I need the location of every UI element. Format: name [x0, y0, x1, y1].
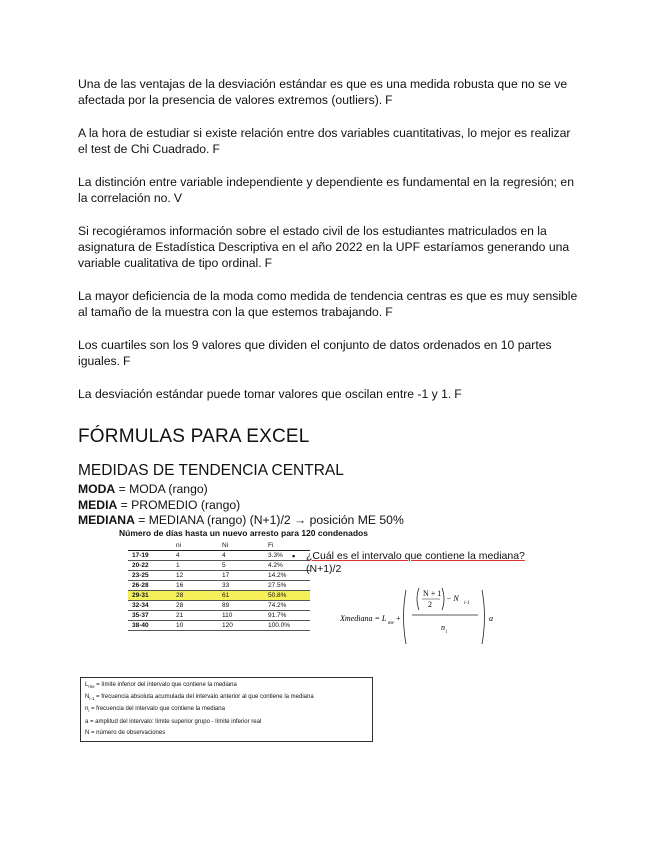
table-row: [128, 601, 310, 611]
table-cell: 61: [218, 591, 264, 601]
formula-minus: − N: [446, 594, 459, 603]
table-cell: 21: [172, 611, 218, 621]
legend-item: $L_{me}$ = límite inferior del intervalo que contiene la mediana: [85, 682, 237, 690]
formula-left-paren: [404, 590, 407, 644]
table-cell: 35-37: [128, 611, 172, 621]
formula-sub-me: me: [388, 621, 394, 626]
table-row: [128, 551, 310, 561]
table-cell: 89: [218, 601, 264, 611]
table-cell: 120: [218, 621, 264, 631]
bullet-icon: ▪: [292, 551, 296, 561]
statement-2: A la hora de estudiar si existe relación entre dos variables cuantitativas, lo mejor es realizar el test de Chi Cuadrado. F: [78, 126, 571, 156]
formula-den: n: [441, 623, 445, 632]
answer-4: F: [264, 256, 273, 270]
legend-item: $N_{i-1}$ = frecuencia absoluta acumulada del intervalo anterior al que contiene la mediana: [85, 694, 314, 702]
formula-sub-i1: i-1: [464, 601, 470, 606]
subsection-title: MEDIDAS DE TENDENCIA CENTRAL: [78, 462, 344, 479]
legend-item: N = número de observaciones: [85, 729, 166, 736]
statement-1: Una de las ventajas de la desviación estándar es que es una medida robusta que no se ve afectada por la presencia de valores extremos (outliers). F: [78, 77, 568, 107]
formula-a: a: [489, 614, 493, 623]
table-cell: 38-40: [128, 621, 172, 631]
answer-7: F: [454, 387, 462, 401]
table-cell: 1: [172, 561, 218, 571]
table-cell: 14.2%: [264, 571, 310, 581]
header-ni: ni: [172, 541, 218, 551]
table-cell: 27.5%: [264, 581, 310, 591]
formula-legend: [80, 677, 373, 742]
median-formula: [340, 582, 500, 652]
table-cell: 33: [218, 581, 264, 591]
legend-item: a = amplitud del intervalo: límite superior grupo - límite inferior real: [85, 718, 262, 725]
answer-1: F: [385, 93, 393, 107]
table-row: [128, 561, 310, 571]
figure-title: Número de días hasta un nuevo arresto para 120 condenados: [119, 528, 368, 538]
table-cell: 4: [218, 551, 264, 561]
table-row: [128, 621, 310, 631]
statement-7: La desviación estándar puede tomar valores que oscilan entre -1 y 1. F: [78, 387, 462, 401]
statement-4: Si recogiéramos información sobre el estado civil de los estudiantes matriculados en la asignatura de Estadística Descriptiva en el año 2022 en la UPF estaríamos generando una variable cualitativa de tipo ordinal. F: [78, 224, 570, 270]
document-body: [78, 76, 578, 529]
table-cell: 32-34: [128, 601, 172, 611]
table-row: [128, 611, 310, 621]
table-row: [128, 581, 310, 591]
table-cell: 17: [218, 571, 264, 581]
answer-6: F: [123, 354, 131, 368]
section-title: FÓRMULAS PARA EXCEL: [78, 426, 310, 447]
answer-5: F: [385, 305, 393, 319]
formula-num-bottom: 2: [428, 600, 432, 609]
table-row: [128, 571, 310, 581]
table-cell: 23-25: [128, 571, 172, 581]
definition-moda: MODA = MODA (rango): [78, 482, 208, 496]
svg-text:+: +: [396, 614, 401, 623]
table-cell: 4.2%: [264, 561, 310, 571]
formula-right-paren: [482, 590, 485, 644]
legend-item: $n_i$ = frecuencia del intervalo que contiene la mediana: [85, 706, 225, 714]
table-cell: 110: [218, 611, 264, 621]
definition-mediana: MEDIANA = MEDIANA (rango) (N+1)/2 → posición ME 50%: [78, 513, 404, 527]
answer-3: V: [173, 191, 182, 205]
table-cell: 17-19: [128, 551, 172, 561]
table-cell: 4: [172, 551, 218, 561]
table-cell: 10: [172, 621, 218, 631]
statement-5: La mayor deficiencia de la moda como medida de tendencia centras es que es muy sensible al tamaño de la muestra con la que estemos trabajando. F: [78, 289, 578, 319]
table-cell: 28: [172, 601, 218, 611]
table-cell: 3.3%: [264, 551, 310, 561]
definition-media: MEDIA = PROMEDIO (rango): [78, 497, 241, 512]
formula-sub-i: i: [446, 630, 448, 635]
median-example-figure: [118, 528, 578, 653]
table-cell: 74.2%: [264, 601, 310, 611]
table-header-row: [128, 541, 310, 551]
median-question: ▪ ¿Cuál es el intervalo que contiene la mediana? (N+1)/2: [292, 550, 525, 575]
table-row: [128, 591, 310, 601]
table-cell: 26-28: [128, 581, 172, 591]
table-cell: 91.7%: [264, 611, 310, 621]
table-cell: 20-22: [128, 561, 172, 571]
statement-6: Los cuartiles son los 9 valores que dividen el conjunto de datos ordenados en 10 partes iguales. F: [78, 338, 552, 368]
frequency-table: [128, 541, 310, 631]
table-cell: 100.0%: [264, 621, 310, 631]
formula-num-top: N + 1: [423, 589, 442, 598]
table-cell: 5: [218, 561, 264, 571]
header-Ni: Ni: [218, 541, 264, 551]
table-cell: 16: [172, 581, 218, 591]
header-Fi: Fi: [264, 541, 310, 551]
answer-2: F: [212, 142, 220, 156]
table-cell: 50.8%: [264, 591, 310, 601]
statement-3: La distinción entre variable independiente y dependiente es fundamental en la regresión; en la correlación no. V: [78, 175, 574, 205]
table-cell: 29-31: [128, 591, 172, 601]
header-class: [128, 541, 172, 551]
formula-lhs: Xmediana = L: [340, 614, 387, 623]
table-cell: 28: [172, 591, 218, 601]
table-cell: 12: [172, 571, 218, 581]
